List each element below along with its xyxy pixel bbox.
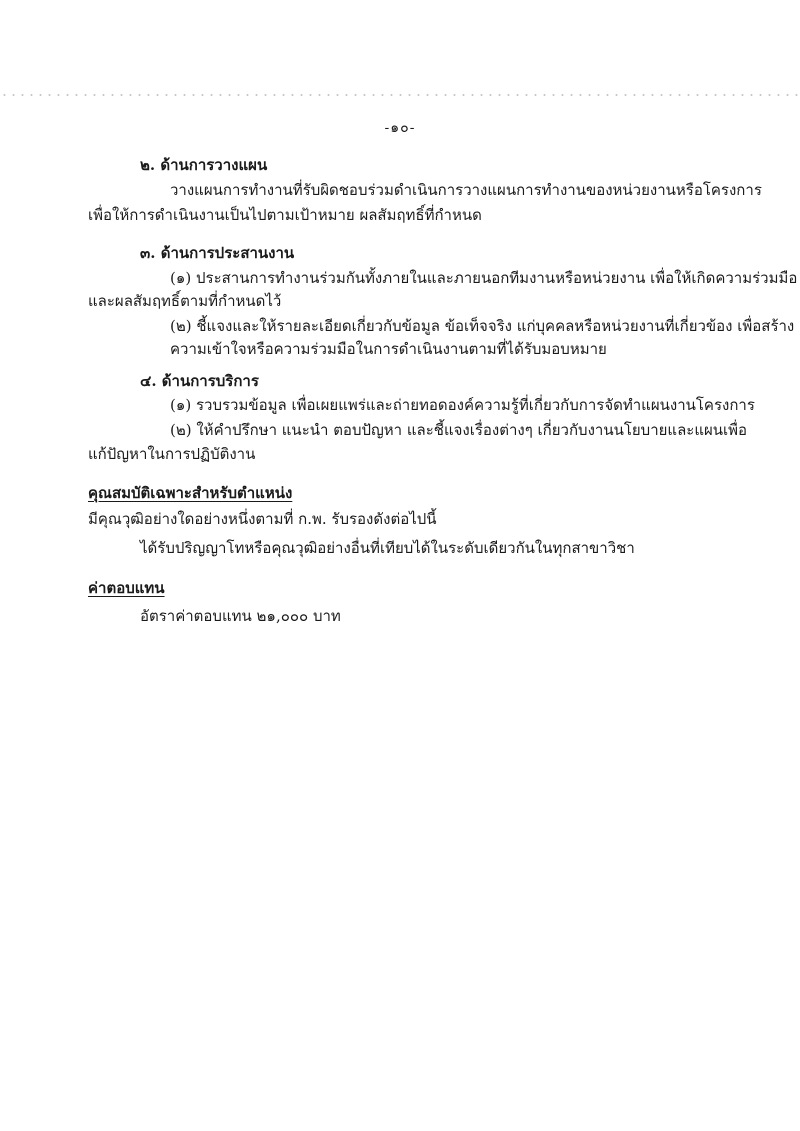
- section-text-line: ความเข้าใจหรือความร่วมมือในการดำเนินงานตามที่ได้รับมอบหมาย: [170, 340, 607, 358]
- scan-artifact-dots: [0, 92, 800, 98]
- section-text-line: (๑) ประสานการทำงานร่วมกันทั้งภายในและภายนอกทีมงานหรือหน่วยงาน เพื่อให้เกิดความร่วมมือ: [170, 269, 798, 287]
- section-text-line: (๒) ให้คำปรึกษา แนะนำ ตอบปัญหา และชี้แจงเรื่องต่างๆ เกี่ยวกับงานนโยบายและแผนเพื่อ: [170, 421, 748, 439]
- section-heading-coordination: ๓. ด้านการประสานงาน: [140, 244, 295, 262]
- compensation-heading: ค่าตอบแทน: [88, 579, 165, 597]
- section-text-line: เพื่อให้การดำเนินงานเป็นไปตามเป้าหมาย ผลสัมฤทธิ์ที่กำหนด: [88, 206, 482, 224]
- section-text-line: (๒) ชี้แจงและให้รายละเอียดเกี่ยวกับข้อมูล ข้อเท็จจริง แก่บุคคลหรือหน่วยงานที่เกี่ยวข้อง เพื่อสร้าง: [170, 317, 795, 335]
- qualifications-intro: มีคุณวุฒิอย่างใดอย่างหนึ่งตามที่ ก.พ. รับรองดังต่อไปนี้: [88, 510, 437, 528]
- section-text-line: วางแผนการทำงานที่รับผิดชอบร่วมดำเนินการวางแผนการทำงานของหน่วยงานหรือโครงการ: [170, 181, 762, 199]
- section-text-line: แก้ปัญหาในการปฏิบัติงาน: [88, 445, 256, 463]
- qualifications-heading: คุณสมบัติเฉพาะสำหรับตำแหน่ง: [88, 484, 293, 502]
- compensation-rate: อัตราค่าตอบแทน ๒๑,๐๐๐ บาท: [140, 607, 341, 625]
- section-heading-planning: ๒. ด้านการวางแผน: [140, 156, 268, 174]
- section-text-line: และผลสัมฤทธิ์ตามที่กำหนดไว้: [88, 292, 282, 310]
- page-number: -๑๐-: [384, 120, 416, 136]
- qualifications-item: ได้รับปริญญาโทหรือคุณวุฒิอย่างอื่นที่เทียบได้ในระดับเดียวกันในทุกสาขาวิชา: [140, 539, 635, 557]
- section-text-line: (๑) รวบรวมข้อมูล เพื่อเผยแพร่และถ่ายทอดองค์ความรู้ที่เกี่ยวกับการจัดทำแผนงานโครงการ: [170, 396, 755, 414]
- section-heading-service: ๔. ด้านการบริการ: [140, 372, 259, 390]
